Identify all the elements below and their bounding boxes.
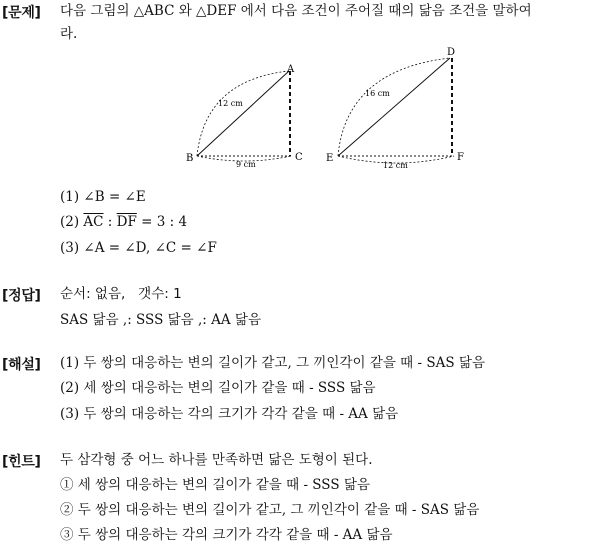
condition-2 xyxy=(60,213,187,231)
answer-tag: [정답] xyxy=(2,288,41,304)
explanation-line2: (2) 세 쌍의 대응하는 변의 길이가 같을 때 - SSS 닮음 xyxy=(60,380,376,396)
problem-tag: [문제] xyxy=(2,5,41,21)
label-a: A xyxy=(287,64,295,75)
explanation-line1: (1) 두 쌍의 대응하는 변의 길이가 같고, 그 끼인각이 같을 때 - SAS 닮음 xyxy=(60,355,485,371)
hint-tag: [힌트] xyxy=(2,454,41,470)
problem-text-line2: 라. xyxy=(60,26,78,42)
segment-ac: $\overline{AC}$ xyxy=(83,214,104,230)
condition-2-suffix: = 3 : 4 xyxy=(136,214,188,230)
label-e: E xyxy=(326,153,334,164)
hint-line1: 두 삼각형 중 어느 하나를 만족하면 닮은 도형이 된다. xyxy=(60,452,373,468)
label-de-length: 16 cm xyxy=(365,89,390,98)
hint-line3: ② 두 쌍의 대응하는 변의 길이가 같고, 그 끼인각이 같을 때 - SAS 닮음 xyxy=(60,502,480,518)
hint-line4: ③ 두 쌍의 대응하는 각의 크기가 각각 같을 때 - AA 닮음 xyxy=(60,527,393,543)
problem-text-line1: 다음 그림의 △ABC 와 △DEF 에서 다음 조건이 주어질 때의 닮음 조건을 말하여 xyxy=(60,3,532,19)
answer-line2: SAS 닮음 ,: SSS 닮음 ,: AA 닮음 xyxy=(60,312,261,328)
explanation-tag: [해설] xyxy=(2,357,41,373)
label-f: F xyxy=(457,152,464,163)
label-b: B xyxy=(186,153,194,164)
answer-line1: 순서: 없음, 갯수: 1 xyxy=(60,286,182,302)
condition-2-sep: : xyxy=(103,214,117,230)
label-ab-length: 12 cm xyxy=(218,99,243,108)
condition-3: (3) ∠A = ∠D, ∠C = ∠F xyxy=(60,240,217,256)
segment-df: $\overline{DF}$ xyxy=(116,214,137,230)
hint-line2: ① 세 쌍의 대응하는 변의 길이가 같을 때 - SSS 닮음 xyxy=(60,477,370,493)
condition-1: (1) ∠B = ∠E xyxy=(60,189,146,205)
label-bc-length: 9 cm xyxy=(236,160,256,169)
label-ef-length: 12 cm xyxy=(383,161,408,170)
label-c: C xyxy=(295,152,303,163)
explanation-line3: (3) 두 쌍의 대응하는 각의 크기가 각각 같을 때 - AA 닮음 xyxy=(60,406,399,422)
label-d: D xyxy=(447,47,456,58)
condition-2-prefix: (2) xyxy=(60,214,84,230)
